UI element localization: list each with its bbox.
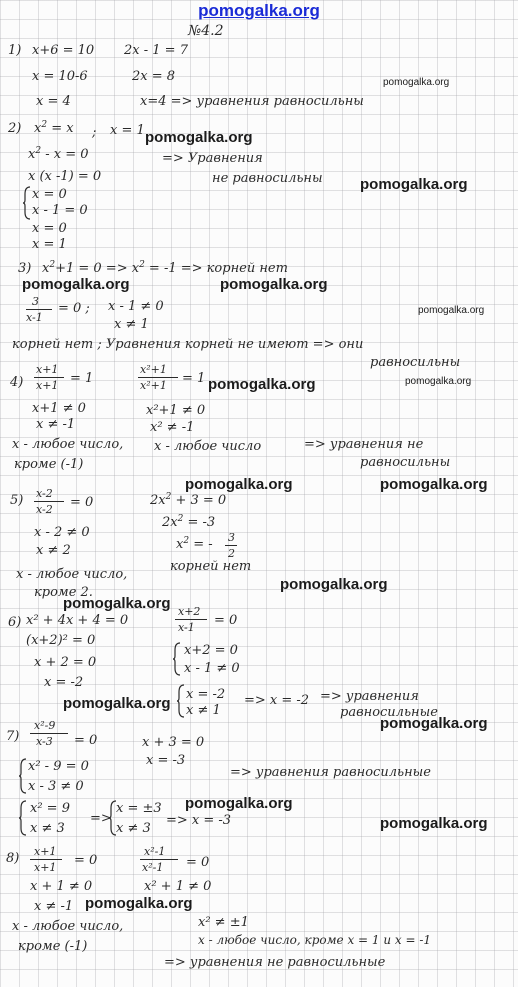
part4-f2-rest: = 1 [182,371,206,386]
part5-f-rest: = 0 [70,495,94,510]
part5-b2-num: 3 [228,531,235,544]
part1-number: 1) [8,43,22,58]
part4-f2-num: x²+1 [140,363,167,376]
part4-b3: x - любое число [154,439,262,454]
part3-eq-exp: 2 [49,260,56,270]
site-link[interactable]: pomogalka.org [198,1,320,20]
part6-f-rest: = 0 [214,613,238,628]
watermark: pomogalka.org [85,895,193,912]
part2-eq-a [34,122,74,135]
part3-cond-2: x ≠ 1 [114,317,149,332]
part6-a2: x + 2 = 0 [34,655,97,670]
part5-b1 [162,516,215,529]
watermark: pomogalka.org [185,795,293,812]
part5-b2-base: x [176,537,184,552]
part2-s2: x - 1 = 0 [32,203,88,218]
part7-b2: x = -3 [146,753,186,768]
part1-eq-a: x+6 = 10 [32,43,95,58]
part3-number: 3) [18,261,32,276]
part6-f-line [175,619,207,620]
part8-a2: x ≠ -1 [34,899,74,914]
part5-a2: x ≠ 2 [36,543,71,558]
watermark: pomogalka.org [280,576,388,593]
part3-eq-mid: +1 = 0 => x [55,261,140,276]
part5-b2-exp: 2 [183,536,190,546]
part2-l1-base: x [28,147,36,162]
part5-a4: кроме 2. [34,585,93,600]
part8-f1-den: x+1 [34,861,57,874]
part5-b1-base: 2x [162,515,178,530]
part3-frac-line [26,309,52,310]
part6-number: 6) [8,615,22,630]
part8-f2-den: x²-1 [142,861,164,874]
part4-f2-den: x²+1 [140,379,167,392]
part6-s1: x+2 = 0 [184,643,238,658]
part4-a3: x - любое число, [12,437,124,452]
part2-sep: ; [92,125,97,140]
part4-conclusion-1: => уравнения не [304,437,424,452]
part5-b2-frac-line [225,545,237,546]
part5-b2-rest: = - [189,537,213,552]
part7-number: 7) [6,729,20,744]
part7-b1: x + 3 = 0 [142,735,205,750]
part2-eq-a-rest: = x [47,121,74,136]
part5-b0-base: 2x [150,493,166,508]
part2-l3: x = 0 [32,221,67,236]
part7-f-num: x²-9 [34,719,56,732]
part5-f-line [34,501,64,502]
part8-conclusion: => уравнения не равносильные [164,955,386,970]
part3-frac-num: 3 [32,295,39,308]
watermark: pomogalka.org [63,595,171,612]
part3-eq-exp2: 2 [139,260,145,270]
part6-system-brace-2 [176,684,186,718]
part4-conclusion-2: равносильны [360,455,451,470]
part2-system-brace [22,186,32,220]
watermark: pomogalka.org [383,77,450,88]
part8-b3: x - любое число, кроме x = 1 и x = -1 [198,933,432,947]
part8-f2-num: x²-1 [144,845,166,858]
part8-f1-line [30,859,62,860]
part3-conclusion-1: корней нет ; Уравнения корней не имеют => они [12,337,364,352]
watermark: pomogalka.org [360,176,468,193]
part2-l1 [28,148,89,161]
part5-b1-rest: = -3 [183,515,216,530]
part7-f-line [30,733,68,734]
part6-a1: (x+2)² = 0 [26,633,96,648]
part6-f-num: x+2 [178,605,201,618]
part3-cond-1: x - 1 ≠ 0 [108,299,164,314]
part5-a1: x - 2 ≠ 0 [34,525,90,540]
part7-s1: x² - 9 = 0 [28,759,89,774]
part7-system-brace-2 [18,800,28,836]
part3-conclusion-2: равносильны [370,355,461,370]
part5-b2-den: 2 [228,547,235,560]
part7-arrow: => [90,811,112,826]
part7-f-rest: = 0 [74,733,98,748]
part7-s2: x - 3 ≠ 0 [28,779,84,794]
watermark: pomogalka.org [63,695,171,712]
part7-f-den: x-3 [36,735,53,748]
watermark: pomogalka.org [185,476,293,493]
part5-b0-exp: 2 [165,492,172,502]
part1-a1: x = 10-6 [32,69,88,84]
part2-l2: x (x -1) = 0 [28,169,102,184]
part7-s6: x ≠ 3 [116,821,151,836]
part1-b1: 2x = 8 [132,69,176,84]
part2-eq-a-exp: 2 [41,120,48,130]
part4-number: 4) [10,375,24,390]
part1-eq-b: 2x - 1 = 7 [124,43,188,58]
part4-b1: x²+1 ≠ 0 [146,403,206,418]
watermark: pomogalka.org [220,276,328,293]
part8-f1-rest: = 0 [74,853,98,868]
part3-frac-den: x-1 [26,311,43,324]
part6-f-den: x-1 [178,621,195,634]
part2-number: 2) [8,121,22,136]
part8-b1: x² + 1 ≠ 0 [144,879,212,894]
part3-eq-end: = -1 => корней нет [144,261,288,276]
part8-a1: x + 1 ≠ 0 [30,879,93,894]
watermark: pomogalka.org [405,376,472,387]
part7-s3: x² = 9 [30,801,70,816]
part2-l1-rest: - x = 0 [41,147,89,162]
watermark: pomogalka.org [418,305,485,316]
part8-f1-num: x+1 [34,845,57,858]
part6-equation: x² + 4x + 4 = 0 [26,613,129,628]
part8-f2-line [140,859,178,860]
part8-b2: x² ≠ ±1 [198,915,249,930]
part7-conclusion: => уравнения равносильные [230,765,431,780]
part4-f2-line [138,377,178,378]
part4-f1-num: x+1 [36,363,59,376]
part6-conclusion-1: => уравнения [320,689,419,704]
part7-s4: x ≠ 3 [30,821,65,836]
part6-result: => x = -2 [244,693,310,708]
part7-system-brace-1 [18,758,28,794]
part6-s3: x = -2 [186,687,226,702]
problem-number: №4.2 [188,23,224,39]
watermark: pomogalka.org [380,715,488,732]
part8-a3: x - любое число, [12,919,124,934]
part2-l1-exp: 2 [35,146,42,156]
part1-a2: x = 4 [36,94,71,109]
part5-b1-exp: 2 [177,514,184,524]
part7-s5: x = ±3 [116,801,162,816]
part6-s4: x ≠ 1 [186,703,221,718]
part6-s2: x - 1 ≠ 0 [184,661,240,676]
part4-b2: x² ≠ -1 [150,420,195,435]
part2-s1: x = 0 [32,187,67,202]
part5-b0 [150,494,226,507]
watermark: pomogalka.org [380,815,488,832]
part5-number: 5) [10,493,24,508]
part6-a3: x = -2 [44,675,84,690]
part6-system-brace-1 [172,642,182,676]
part2-l4: x = 1 [32,237,67,252]
part3-equation [42,262,288,275]
part2-conclusion-2: не равносильны [212,171,323,186]
part5-b3: корней нет [170,559,252,574]
watermark: pomogalka.org [380,476,488,493]
part4-f1-rest: = 1 [70,371,94,386]
part5-b2 [176,538,213,551]
part5-a3: x - любое число, [16,567,128,582]
watermark: pomogalka.org [22,276,130,293]
part4-f1-line [34,377,64,378]
part6-conclusion-2: равносильные [340,705,438,720]
part3-frac-rest: = 0 ; [58,301,90,316]
part5-f-den: x-2 [36,503,53,516]
watermark: pomogalka.org [145,129,253,146]
part2-eq-b: x = 1 [110,123,145,138]
part2-eq-a-base: x [34,121,42,136]
watermark: pomogalka.org [208,376,316,393]
part8-f2-rest: = 0 [186,855,210,870]
part3-eq-base: x [42,261,50,276]
part2-conclusion-1: => Уравнения [162,151,263,166]
part4-f1-den: x+1 [36,379,59,392]
part5-f-num: x-2 [36,487,53,500]
part5-b0-rest: + 3 = 0 [171,493,227,508]
part1-b2: x=4 => уравнения равносильны [140,94,364,109]
part8-number: 8) [6,851,20,866]
part4-a4: кроме (-1) [14,457,84,472]
part4-a1: x+1 ≠ 0 [32,401,86,416]
part7-result: => x = -3 [166,813,232,828]
part8-a4: кроме (-1) [18,939,88,954]
part4-a2: x ≠ -1 [36,417,76,432]
